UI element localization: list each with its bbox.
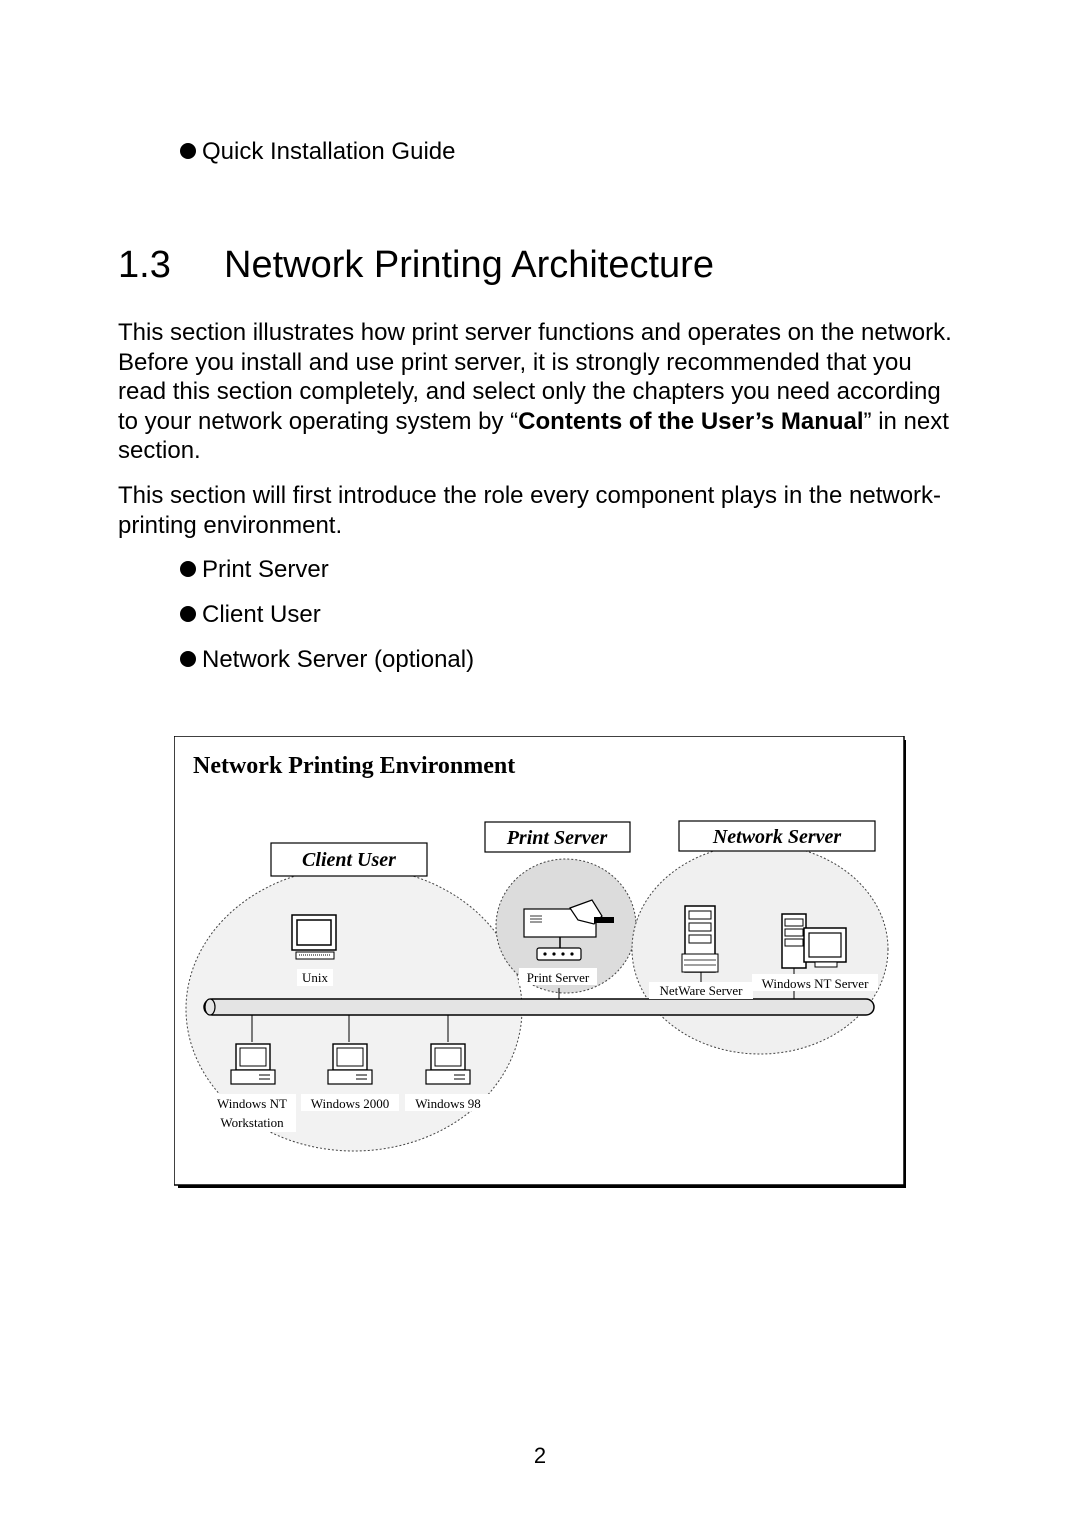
unix-terminal-icon bbox=[292, 915, 336, 959]
bullet-label: Client User bbox=[202, 601, 321, 628]
section-number: 1.3 bbox=[118, 244, 171, 286]
bullet-label: Print Server bbox=[202, 556, 329, 583]
bullet-dot-icon bbox=[180, 606, 196, 622]
bullet-dot-icon bbox=[180, 561, 196, 577]
netware-server-label: NetWare Server bbox=[659, 983, 743, 998]
bullet-label: Network Server (optional) bbox=[202, 646, 475, 673]
section-title: Network Printing Architecture bbox=[224, 244, 714, 286]
manual-reference: Contents of the User’s Manual bbox=[518, 407, 864, 435]
page-number: 2 bbox=[533, 1443, 547, 1468]
windows-2000-workstation-icon bbox=[328, 1044, 372, 1084]
windows-nt-server-label: Windows NT Server bbox=[761, 976, 869, 991]
bullet-item bbox=[180, 645, 474, 675]
components-paragraph: This section will first introduce the role every component plays in the network-printing environment. bbox=[118, 482, 942, 539]
bullet-dot-icon bbox=[180, 143, 196, 159]
network-diagram bbox=[174, 736, 908, 1190]
print-server-group-label: Print Server bbox=[506, 827, 608, 849]
windows-nt-workstation-label: Windows NT bbox=[217, 1096, 287, 1111]
diagram-title: Network Printing Environment bbox=[193, 753, 516, 779]
network-server-zone bbox=[632, 844, 888, 1054]
windows-98-workstation-icon bbox=[426, 1044, 470, 1084]
intro-paragraph bbox=[118, 318, 958, 466]
bullet-item bbox=[180, 600, 321, 630]
windows-98-label: Windows 98 bbox=[415, 1096, 481, 1111]
bullet-label: Quick Installation Guide bbox=[202, 138, 456, 165]
backbone-end bbox=[205, 999, 215, 1015]
windows-nt-workstation-label-2: Workstation bbox=[220, 1115, 284, 1130]
windows-nt-workstation-icon bbox=[231, 1044, 275, 1084]
network-backbone bbox=[204, 999, 874, 1015]
windows-2000-label: Windows 2000 bbox=[310, 1096, 390, 1111]
bullet-dot-icon bbox=[180, 651, 196, 667]
bullet-item bbox=[180, 137, 455, 167]
paragraph-text-end: ” in next section. bbox=[118, 407, 949, 464]
client-user-group-label: Client User bbox=[302, 849, 396, 871]
network-server-group-label: Network Server bbox=[712, 826, 842, 848]
section-heading bbox=[118, 240, 714, 290]
paragraph-text: This section illustrates how print server functions and operates on the network. Before you install and use print server, it is strongly recommended that you read this section completely, and select only the chapters you need according to your network operating system by “ bbox=[118, 319, 952, 435]
unix-label: Unix bbox=[302, 970, 328, 985]
bullet-item bbox=[180, 555, 329, 585]
print-server-device-label: Print Server bbox=[526, 970, 590, 985]
netware-server-icon bbox=[682, 906, 718, 972]
